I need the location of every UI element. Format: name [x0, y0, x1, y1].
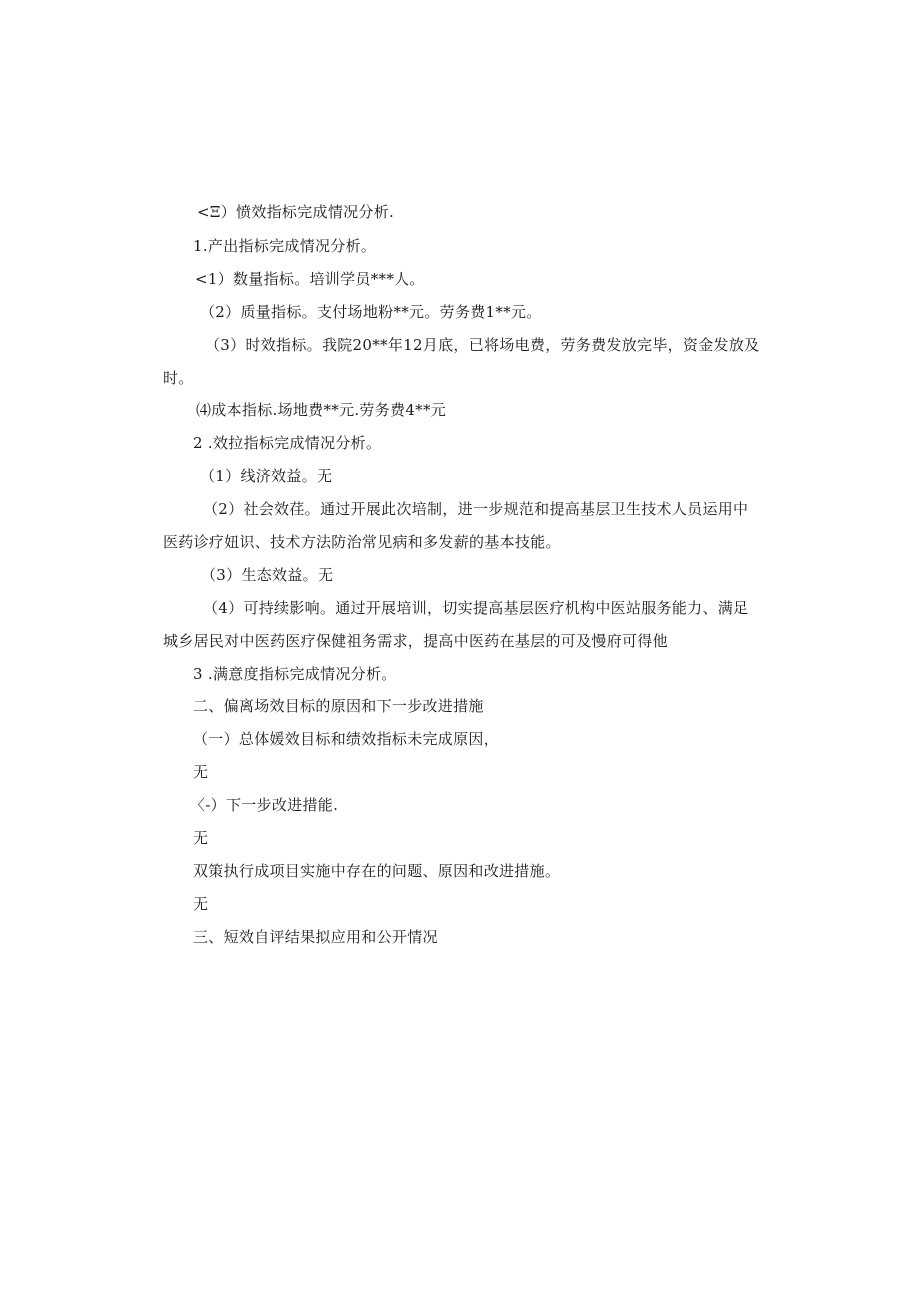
subheading-incomplete-reasons: （一）总体媛效目标和绩效指标未完成原因， — [193, 730, 500, 748]
text-none-3: 无 — [193, 895, 209, 913]
item-timeliness-indicator-cont: 时。 — [163, 369, 194, 387]
subheading-policy-issues: 双策执行成项目实施中存在的问题、原因和改进措施。 — [193, 862, 561, 880]
subheading-satisfaction-indicators: 3 .满意度指标完成情况分析。 — [193, 665, 397, 683]
section-heading-results-application: 三、短效自评结果拟应用和公开情况 — [193, 928, 438, 946]
item-quantity-indicator: <1）数量指标。培训学员***人。 — [195, 270, 425, 288]
subheading-next-steps: 〈-）下一步改进措能. — [190, 796, 339, 814]
text-none-1: 无 — [193, 763, 209, 781]
item-economic-benefit: （1）线济效益。无 — [200, 467, 333, 485]
text-none-2: 无 — [193, 829, 209, 847]
section-heading-deviation-reasons: 二、偏离场效目标的原因和下一步改进措施 — [193, 697, 484, 715]
subheading-output-indicators: 1.产出指标完成情况分析。 — [193, 237, 377, 255]
item-quality-indicator: （2）质量指标。支付场地粉**元。劳务费1**元。 — [200, 303, 542, 321]
item-sustainability-impact-cont: 城乡居民对中医药医疗保健祖务需求，提高中医药在基层的可及慢府可得他 — [163, 632, 668, 650]
item-social-benefit-cont: 医药诊疗妞识、技术方法防治常见病和多发薪的基本技能。 — [163, 533, 561, 551]
item-cost-indicator: ⑷成本指标.场地费**元.劳务费4**元 — [196, 401, 447, 419]
item-social-benefit: （2）社会效荏。通过开展此次培制，进一步规范和提高基层卫生技术人员运用中 — [203, 500, 749, 518]
item-timeliness-indicator: （3）时效指标。我院20**年12月底，已将场电费，劳务费发放完毕，资金发放及 — [205, 336, 760, 354]
subheading-benefit-indicators: 2 .效拉指标完成情况分析。 — [193, 434, 382, 452]
section-heading-performance-analysis: <Ξ）愤效指标完成情况分析. — [197, 203, 395, 221]
item-ecological-benefit: （3）生态效益。无 — [201, 566, 334, 584]
item-sustainability-impact: （4）可持续影响。通过开展培训，切实提高基层医疗机构中医站服务能力、满足 — [203, 599, 749, 617]
